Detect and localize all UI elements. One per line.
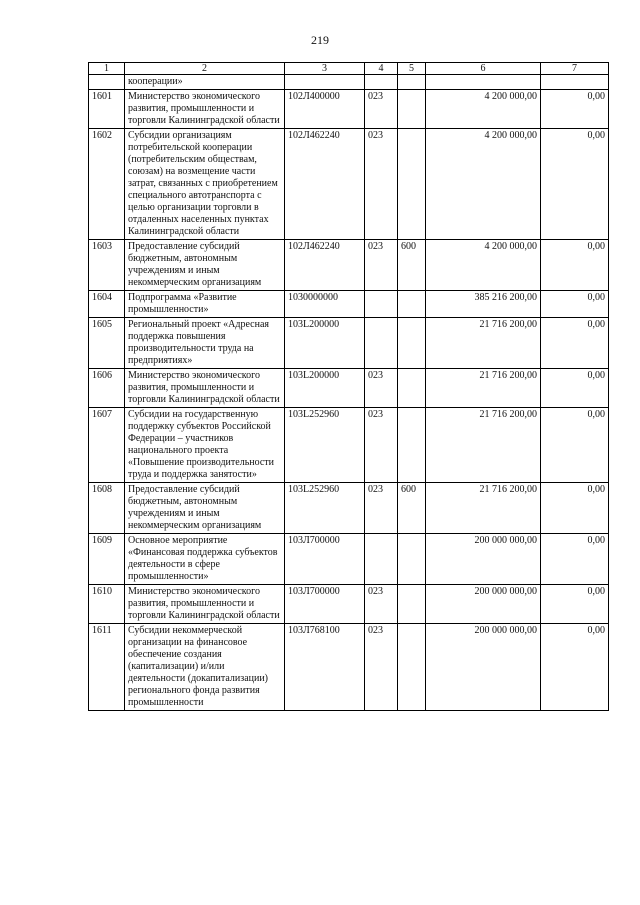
amount-second-cell: 0,00 [541,318,609,369]
target-article-code-cell: 103L252960 [285,483,365,534]
item-name-cell: Основное мероприятие «Финансовая поддержка субъектов деятельности в сфере промышленности» [125,534,285,585]
column-header: 6 [426,63,541,75]
expense-type-code-cell [398,318,426,369]
expense-type-code-cell [398,534,426,585]
expense-type-code-cell [398,369,426,408]
row-number-cell [89,75,125,90]
page-number: 219 [311,33,329,47]
item-name-cell: Предоставление субсидий бюджетным, автономным учреждениям и иным некоммерческим организациям [125,483,285,534]
amount-second-cell: 0,00 [541,90,609,129]
target-article-code-cell: 103Л768100 [285,624,365,711]
row-number-cell: 1610 [89,585,125,624]
target-article-code-cell: 102Л462240 [285,129,365,240]
column-header: 1 [89,63,125,75]
amount-second-cell: 0,00 [541,483,609,534]
table-row [89,483,609,534]
item-name-cell: Предоставление субсидий бюджетным, автономным учреждениям и иным некоммерческим организациям [125,240,285,291]
administrator-code-cell: 023 [365,483,398,534]
item-name-cell: Министерство экономического развития, промышленности и торговли Калининградской области [125,369,285,408]
administrator-code-cell [365,291,398,318]
column-header: 4 [365,63,398,75]
amount-cell: 200 000 000,00 [426,585,541,624]
amount-second-cell: 0,00 [541,534,609,585]
amount-second-cell: 0,00 [541,585,609,624]
continuation-text: кооперации» [125,75,285,90]
amount-second-cell: 0,00 [541,129,609,240]
column-header: 2 [125,63,285,75]
amount-cell: 385 216 200,00 [426,291,541,318]
table-row [89,624,609,711]
budget-table [88,62,609,711]
amount-second-cell: 0,00 [541,291,609,318]
expense-type-code-cell [398,129,426,240]
row-number-cell: 1608 [89,483,125,534]
administrator-code-cell: 023 [365,369,398,408]
item-name-cell: Министерство экономического развития, промышленности и торговли Калининградской области [125,90,285,129]
expense-type-code-cell [398,624,426,711]
expense-type-code-cell [398,291,426,318]
target-article-code-cell: 102Л462240 [285,240,365,291]
amount-cell: 200 000 000,00 [426,534,541,585]
target-article-code-cell: 103L200000 [285,318,365,369]
empty-cell [426,75,541,90]
target-article-code-cell: 102Л400000 [285,90,365,129]
target-article-code-cell: 103L200000 [285,369,365,408]
target-article-code-cell: 103Л700000 [285,534,365,585]
column-header: 3 [285,63,365,75]
row-number-cell: 1606 [89,369,125,408]
target-article-code-cell: 1030000000 [285,291,365,318]
continuation-row [89,75,609,90]
row-number-cell: 1605 [89,318,125,369]
amount-cell: 21 716 200,00 [426,408,541,483]
administrator-code-cell [365,318,398,369]
administrator-code-cell: 023 [365,585,398,624]
row-number-cell: 1604 [89,291,125,318]
row-number-cell: 1602 [89,129,125,240]
column-number-header [89,63,609,75]
amount-second-cell: 0,00 [541,369,609,408]
administrator-code-cell [365,534,398,585]
expense-type-code-cell [398,90,426,129]
table-row [89,90,609,129]
table-row [89,534,609,585]
item-name-cell: Министерство экономического развития, промышленности и торговли Калининградской области [125,585,285,624]
table-row [89,585,609,624]
row-number-cell: 1611 [89,624,125,711]
amount-cell: 21 716 200,00 [426,369,541,408]
expense-type-code-cell [398,585,426,624]
column-header: 7 [541,63,609,75]
row-number-cell: 1603 [89,240,125,291]
administrator-code-cell: 023 [365,129,398,240]
empty-cell [541,75,609,90]
item-name-cell: Субсидии организациям потребительской кооперации (потребительским обществам, союзам) на возмещение части затрат, связанных с приобретением специального автотранспорта с целью организации торговли в отдаленных населенных пунктах Калининградской области [125,129,285,240]
administrator-code-cell: 023 [365,624,398,711]
amount-cell: 200 000 000,00 [426,624,541,711]
amount-cell: 4 200 000,00 [426,90,541,129]
administrator-code-cell: 023 [365,240,398,291]
expense-type-code-cell: 600 [398,240,426,291]
row-number-cell: 1607 [89,408,125,483]
row-number-cell: 1609 [89,534,125,585]
table-row [89,318,609,369]
administrator-code-cell: 023 [365,408,398,483]
amount-second-cell: 0,00 [541,624,609,711]
administrator-code-cell: 023 [365,90,398,129]
table-row [89,369,609,408]
empty-cell [365,75,398,90]
table-row [89,240,609,291]
amount-second-cell: 0,00 [541,240,609,291]
column-header: 5 [398,63,426,75]
item-name-cell: Субсидии на государственную поддержку субъектов Российской Федерации – участников национального проекта «Повышение производительности труда и поддержка занятости» [125,408,285,483]
amount-cell: 4 200 000,00 [426,129,541,240]
expense-type-code-cell: 600 [398,483,426,534]
amount-second-cell: 0,00 [541,408,609,483]
table-row [89,291,609,318]
amount-cell: 4 200 000,00 [426,240,541,291]
amount-cell: 21 716 200,00 [426,483,541,534]
table-row [89,408,609,483]
item-name-cell: Субсидии некоммерческой организации на финансовое обеспечение создания (капитализации) и/или деятельности (докапитализации) регионального фонда развития промышленности [125,624,285,711]
target-article-code-cell: 103L252960 [285,408,365,483]
table-row [89,129,609,240]
expense-type-code-cell [398,408,426,483]
item-name-cell: Региональный проект «Адресная поддержка повышения производительности труда на предприятиях» [125,318,285,369]
item-name-cell: Подпрограмма «Развитие промышленности» [125,291,285,318]
amount-cell: 21 716 200,00 [426,318,541,369]
target-article-code-cell: 103Л700000 [285,585,365,624]
empty-cell [398,75,426,90]
empty-cell [285,75,365,90]
row-number-cell: 1601 [89,90,125,129]
